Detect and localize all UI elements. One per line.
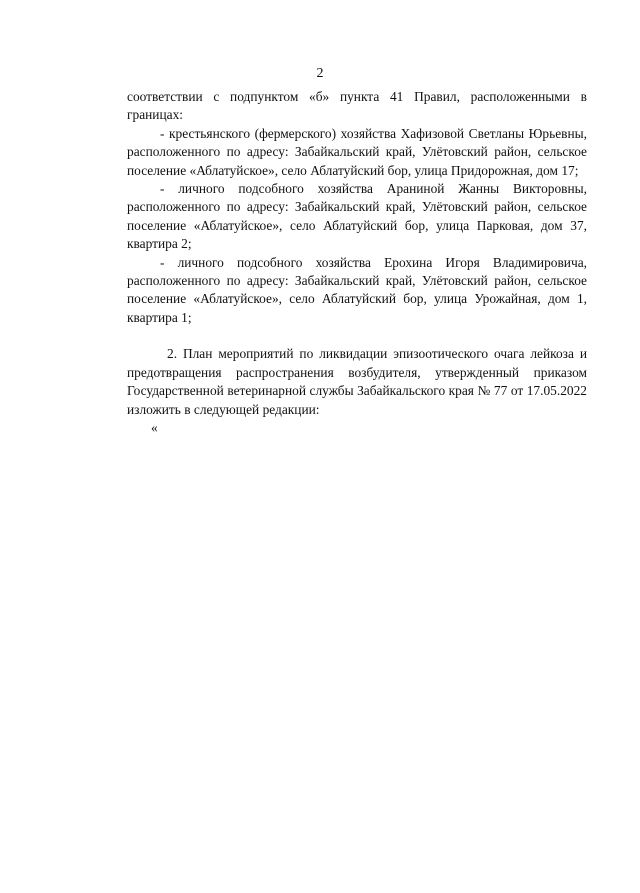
document-body <box>127 88 587 437</box>
page-number: 2 <box>316 66 324 81</box>
paragraph-list-item-erokhin: - личного подсобного хозяйства Ерохина Игоря Владимировича, расположенного по адресу: Забайкальский край, Улётовский район, сельское поселение «Аблатуйское», село Аблатуйский бор, улица Урожайная, дом 1, квартира 1; <box>127 254 587 325</box>
paragraph-list-item-aranina: - личного подсобного хозяйства Араниной Жанны Викторовны, расположенного по адресу: Забайкальский край, Улётовский район, сельское поселение «Аблатуйское», село Аблатуйский бор, улица Парковая, дом 37, квартира 2; <box>127 181 587 252</box>
paragraph-continuation: соответствии с подпунктом «б» пункта 41 Правил, расположенными в границах: <box>127 89 587 123</box>
paragraph-item-2: 2. План мероприятий по ликвидации эпизоотического очага лейкоза и предотвращения распространения возбудителя, утвержденный приказом Государственной ветеринарной службы Забайкальского края № 77 от 17.05.2022 изложить в следующей редакции: <box>127 346 587 417</box>
paragraph-list-item-khafizova: - крестьянского (фермерского) хозяйства Хафизовой Светланы Юрьевны, расположенного по адресу: Забайкальский край, Улётовский район, сельское поселение «Аблатуйское», село Аблатуйский бор, улица Придорожная, дом 17; <box>127 125 587 178</box>
paragraph-spacer <box>127 327 587 345</box>
opening-quote-mark: « <box>151 419 158 435</box>
